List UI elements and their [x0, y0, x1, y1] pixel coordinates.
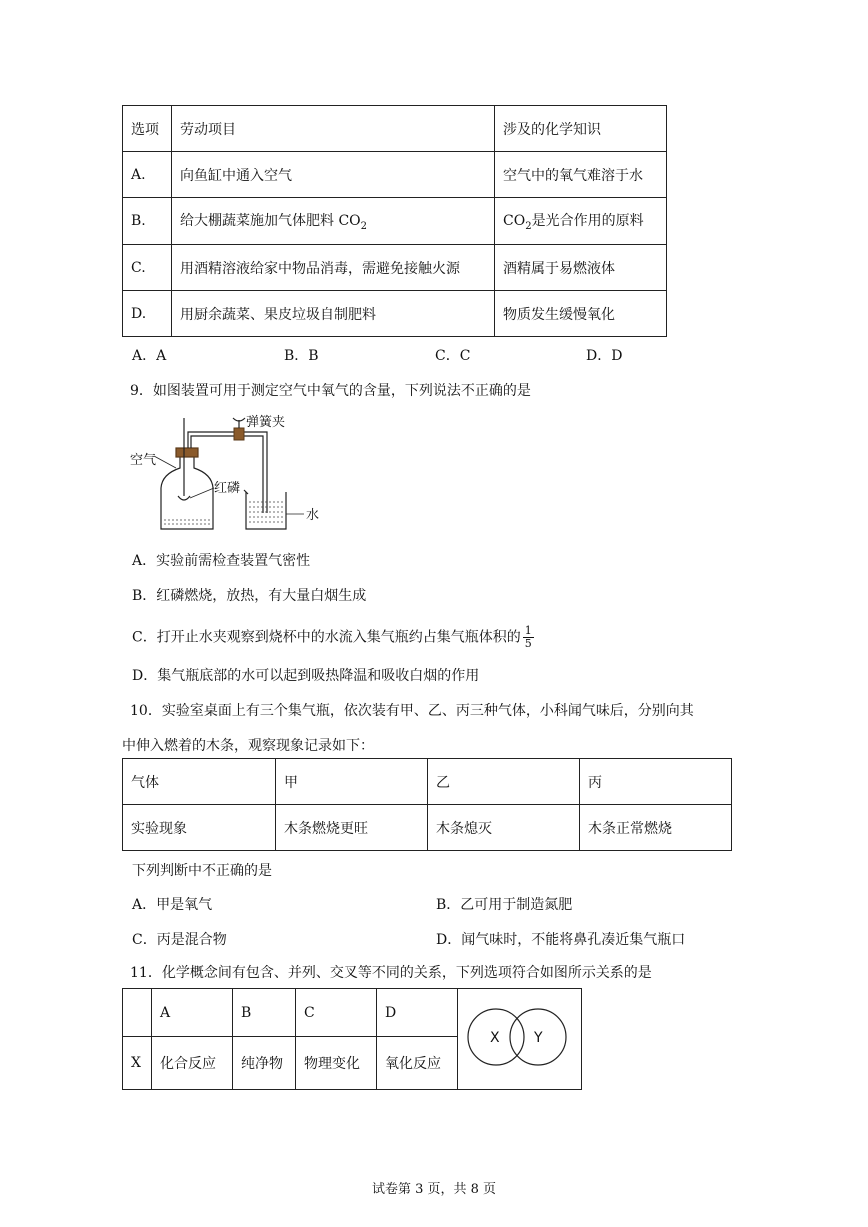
label-air: 空气: [130, 453, 157, 468]
q10-cell-yi: 乙: [428, 759, 580, 805]
q9-option-d: D．集气瓶底部的水可以起到吸热降温和吸收白烟的作用: [132, 668, 480, 684]
q8-table: [122, 105, 667, 337]
q9-apparatus-figure: [128, 408, 338, 536]
q10-cell-bing-result: 木条正常燃烧: [580, 805, 732, 851]
q9-option-b: B．红磷燃烧，放热，有大量白烟生成: [132, 588, 367, 604]
q11-header-c: C: [296, 989, 377, 1037]
q10-cell-jia-result: 木条燃烧更旺: [276, 805, 428, 851]
page-footer: 试卷第 3 页，共 8 页: [371, 1182, 497, 1197]
label-clamp: 弹簧夹: [246, 415, 286, 430]
q9-option-c: [132, 625, 534, 650]
q11-header-b: B: [233, 989, 296, 1037]
q8-row-c-task: 用酒精溶液给家中物品消毒，需避免接触火源: [172, 245, 495, 291]
q8-row-b-knowledge-pre: CO: [503, 213, 526, 230]
q11-row-label: X: [123, 1037, 152, 1090]
q8-row-c-knowledge: 酒精属于易燃液体: [495, 245, 667, 291]
q8-header-knowledge: 涉及的化学知识: [495, 106, 667, 152]
q10-option-a: A．甲是氧气: [132, 897, 213, 913]
q11-cell-a: 化合反应: [152, 1037, 233, 1090]
q11-cell-b: 纯净物: [233, 1037, 296, 1090]
venn-label-y: Y: [534, 1030, 543, 1046]
q8-header-task: 劳动项目: [172, 106, 495, 152]
q11-cell-d: 氧化反应: [377, 1037, 458, 1090]
fraction-numerator: 1: [524, 624, 532, 637]
q11-header-d: D: [377, 989, 458, 1037]
q8-row-b-knowledge: [495, 198, 667, 245]
venn-label-x: X: [490, 1030, 500, 1046]
label-phosphorus: 红磷: [214, 481, 241, 496]
q8-row-b-option: B.: [123, 198, 172, 245]
q9-option-c-text: C．打开止水夹观察到烧杯中的水流入集气瓶约占集气瓶体积的: [132, 629, 521, 646]
q10-cell-jia: 甲: [276, 759, 428, 805]
q8-row-b-task: [172, 198, 495, 245]
q8-row-b-task-text: 给大棚蔬菜施加气体肥料 CO: [180, 213, 361, 230]
q8-row-a-task: 向鱼缸中通入空气: [172, 152, 495, 198]
q8-row-a-option: A.: [123, 152, 172, 198]
q10-cell-phenomenon: 实验现象: [123, 805, 276, 851]
q8-header-option: 选项: [123, 106, 172, 152]
q11-corner-cell: [123, 989, 152, 1037]
q8-row-d-option: D.: [123, 291, 172, 337]
q8-row-d-task: 用厨余蔬菜、果皮垃圾自制肥料: [172, 291, 495, 337]
q10-option-b: B．乙可用于制造氮肥: [436, 897, 573, 913]
q10-option-c: C．丙是混合物: [132, 932, 227, 948]
label-water: 水: [306, 508, 320, 523]
q8-row-a-knowledge: 空气中的氧气难溶于水: [495, 152, 667, 198]
spring-clamp-icon: [233, 418, 245, 440]
q10-table: [122, 758, 732, 851]
q9-stem: 9．如图装置可用于测定空气中氧气的含量，下列说法不正确的是: [130, 383, 531, 399]
q10-stem-line2: 中伸入燃着的木条，观察现象记录如下：: [122, 738, 374, 754]
q8-option-b: B．B: [284, 348, 319, 364]
q11-stem: 11．化学概念间有包含、并列、交叉等不同的关系，下列选项符合如图所示关系的是: [130, 965, 652, 981]
q8-row-c-option: C.: [123, 245, 172, 291]
q11-cell-c: 物理变化: [296, 1037, 377, 1090]
q10-cell-bing: 丙: [580, 759, 732, 805]
q10-cell-gas: 气体: [123, 759, 276, 805]
q10-option-d: D．闻气味时，不能将鼻孔凑近集气瓶口: [436, 932, 686, 948]
q8-option-d: D．D: [586, 348, 623, 364]
q8-option-a: A．A: [132, 348, 167, 364]
venn-diagram: [458, 989, 581, 1085]
q11-venn-cell: [458, 989, 582, 1090]
q10-prompt: 下列判断中不正确的是: [132, 863, 272, 879]
q9-option-a: A．实验前需检查装置气密性: [132, 553, 311, 569]
q10-stem-line1: 10．实验室桌面上有三个集气瓶，依次装有甲、乙、丙三种气体，小科闻气味后，分别向其: [130, 703, 694, 719]
q11-header-a: A: [152, 989, 233, 1037]
q8-row-b-task-sub: 2: [360, 220, 368, 232]
q10-cell-yi-result: 木条熄灭: [428, 805, 580, 851]
q8-row-b-knowledge-sub: 2: [525, 220, 532, 232]
fraction-one-fifth: [523, 625, 534, 650]
fraction-denominator: 5: [524, 637, 532, 650]
q8-row-d-knowledge: 物质发生缓慢氧化: [495, 291, 667, 337]
q8-row-b-knowledge-post: 是光合作用的原料: [531, 213, 644, 230]
q11-table: [122, 988, 582, 1090]
q8-option-c: C．C: [435, 348, 471, 364]
